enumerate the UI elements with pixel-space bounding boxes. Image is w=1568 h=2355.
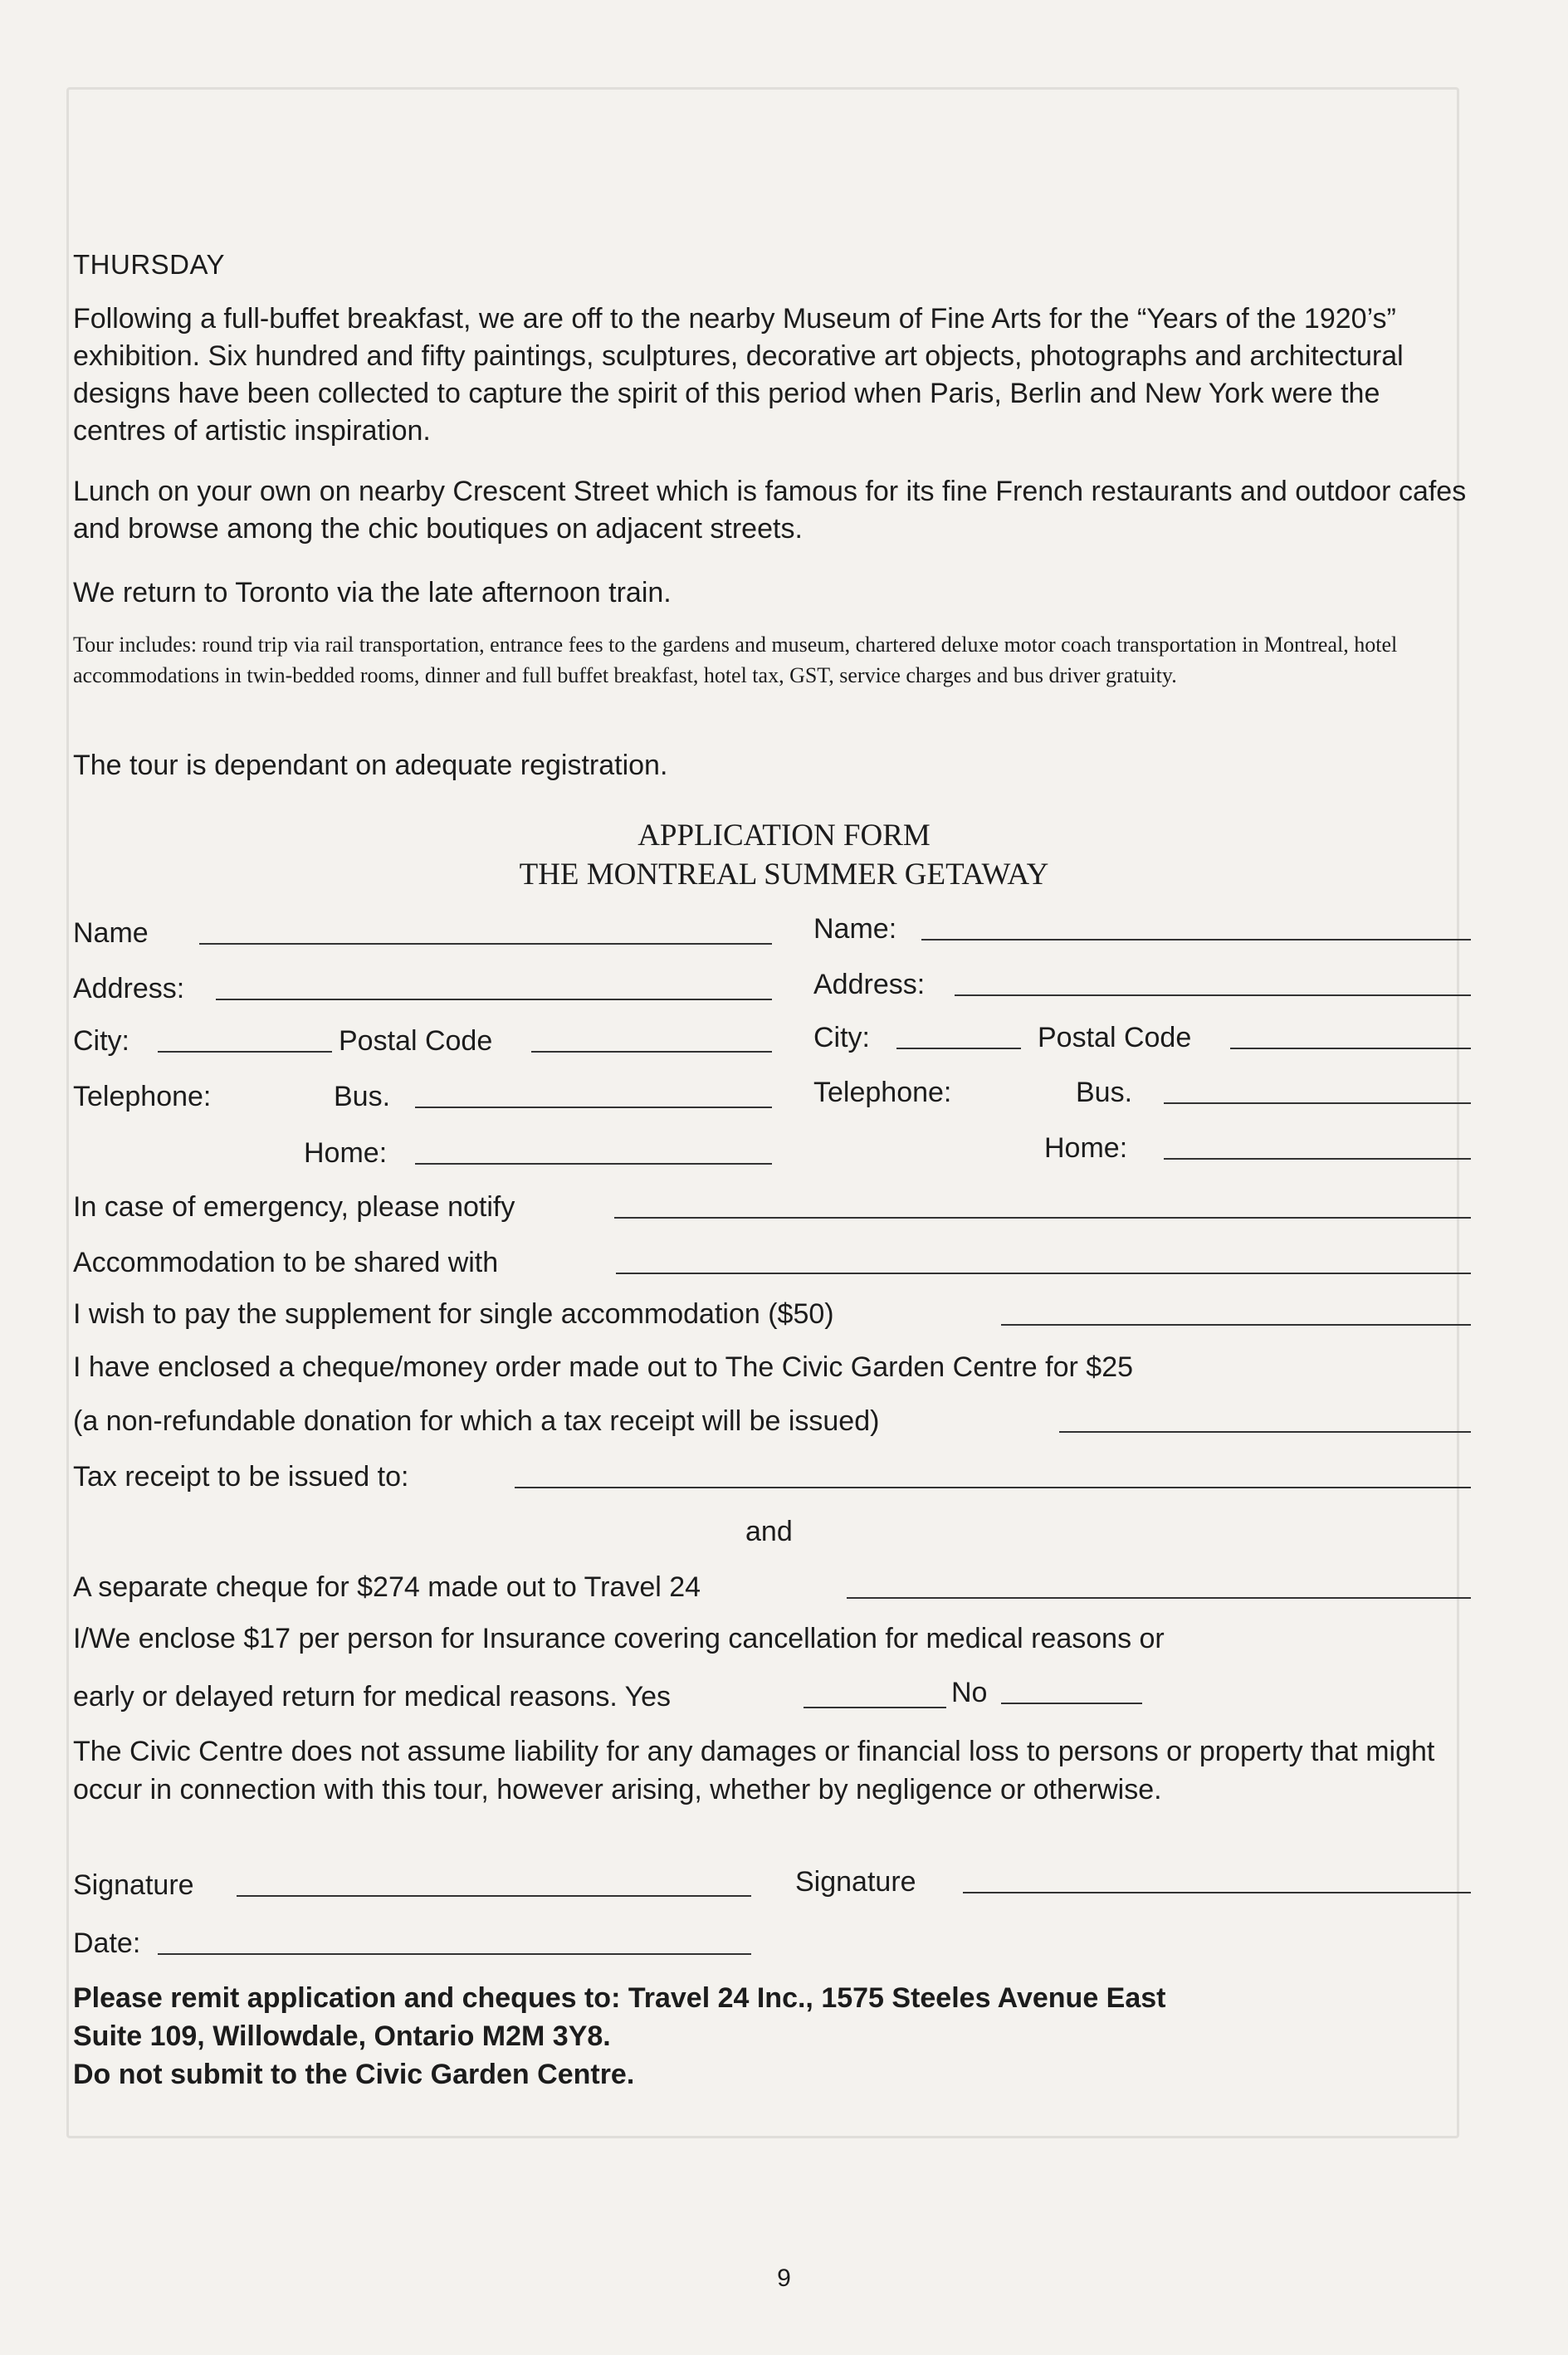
insurance-no-label: No: [951, 1677, 988, 1708]
signature-field-right[interactable]: [963, 1892, 1471, 1893]
itinerary-paragraph-3: We return to Toronto via the late afternoon train.: [73, 577, 672, 608]
and-text: and: [745, 1516, 793, 1547]
city-label-right: City:: [813, 1022, 870, 1053]
date-label: Date:: [73, 1927, 141, 1959]
insurance-text-line1: I/We enclose $17 per person for Insurance covering cancellation for medical reasons or: [73, 1623, 1165, 1654]
bus-phone-field-right[interactable]: [1164, 1102, 1471, 1104]
registration-note: The tour is dependant on adequate registration.: [73, 750, 668, 781]
address-field-right[interactable]: [955, 994, 1471, 996]
remit-line-1: Please remit application and cheques to: Travel 24 Inc., 1575 Steeles Avenue East: [73, 1982, 1166, 2014]
postal-code-label-left: Postal Code: [339, 1025, 493, 1057]
travel24-cheque-label: A separate cheque for $274 made out to Travel 24: [73, 1571, 701, 1603]
single-supplement-field[interactable]: [1001, 1324, 1471, 1326]
signature-field-left[interactable]: [237, 1895, 751, 1897]
itinerary-paragraph-2: Lunch on your own on nearby Crescent Street which is famous for its fine French restaurants and outdoor cafes and browse among the chic boutiques on adjacent streets.: [73, 476, 1467, 545]
non-refundable-note: (a non-refundable donation for which a tax receipt will be issued): [73, 1405, 880, 1437]
form-title: APPLICATION FORM: [637, 818, 931, 853]
emergency-contact-label: In case of emergency, please notify: [73, 1191, 515, 1223]
tax-receipt-label: Tax receipt to be issued to:: [73, 1461, 409, 1493]
name-field-right[interactable]: [921, 939, 1471, 941]
tax-receipt-field[interactable]: [515, 1487, 1471, 1488]
city-field-left[interactable]: [158, 1051, 332, 1053]
telephone-label-right: Telephone:: [813, 1077, 952, 1108]
postal-code-field-left[interactable]: [531, 1051, 772, 1053]
city-field-right[interactable]: [896, 1048, 1021, 1049]
remit-line-2: Suite 109, Willowdale, Ontario M2M 3Y8.: [73, 2020, 611, 2052]
shared-accommodation-field[interactable]: [616, 1273, 1471, 1274]
tour-includes-text: Tour includes: round trip via rail transportation, entrance fees to the gardens and museum, chartered deluxe motor coach transportation in Montreal, hotel accommodations in twin-bedded rooms, dinner and full buffet breakfast, hotel tax, GST, service charges and bus driver gratuity.: [73, 633, 1398, 687]
postal-code-field-right[interactable]: [1230, 1048, 1471, 1049]
non-refundable-field[interactable]: [1059, 1431, 1471, 1433]
bus-phone-field-left[interactable]: [415, 1107, 772, 1108]
home-label-left: Home:: [304, 1137, 388, 1169]
donation-cheque-text: I have enclosed a cheque/money order made out to The Civic Garden Centre for $25: [73, 1351, 1134, 1383]
shared-accommodation-label: Accommodation to be shared with: [73, 1247, 499, 1278]
single-supplement-label: I wish to pay the supplement for single accommodation ($50): [73, 1298, 834, 1330]
telephone-label-left: Telephone:: [73, 1081, 212, 1112]
insurance-no-field[interactable]: [1001, 1703, 1142, 1704]
page-number: 9: [777, 2265, 791, 2292]
postal-code-label-right: Postal Code: [1038, 1022, 1192, 1053]
home-phone-field-right[interactable]: [1164, 1158, 1471, 1160]
remit-line-3: Do not submit to the Civic Garden Centre.: [73, 2059, 635, 2090]
signature-label-right: Signature: [795, 1866, 916, 1898]
address-field-left[interactable]: [216, 999, 772, 1000]
travel24-cheque-field[interactable]: [847, 1597, 1471, 1599]
address-label-right: Address:: [813, 969, 926, 1000]
emergency-contact-field[interactable]: [614, 1217, 1471, 1219]
bus-label-right: Bus.: [1076, 1077, 1133, 1108]
form-subtitle: THE MONTREAL SUMMER GETAWAY: [519, 857, 1049, 892]
insurance-yes-field[interactable]: [804, 1707, 946, 1708]
itinerary-paragraph-1: Following a full-buffet breakfast, we are off to the nearby Museum of Fine Arts for the “Years of the 1920’s” exhibition. Six hundred and fifty paintings, sculptures, decorative art objects, photographs and architectural designs have been collected to capture the spirit of this period when Paris, Berlin and New York were the centres of artistic inspiration.: [73, 303, 1404, 447]
name-label-right: Name:: [813, 913, 897, 945]
name-label-left: Name: [73, 917, 149, 949]
address-label-left: Address:: [73, 973, 185, 1004]
insurance-text-line2: early or delayed return for medical reasons. Yes: [73, 1681, 672, 1713]
liability-disclaimer: The Civic Centre does not assume liability for any damages or financial loss to persons or property that might occur in connection with this tour, however arising, whether by negligence or otherwise.: [73, 1736, 1435, 1805]
bus-label-left: Bus.: [334, 1081, 391, 1112]
section-heading-thursday: THURSDAY: [73, 249, 226, 280]
city-label-left: City:: [73, 1025, 129, 1057]
home-label-right: Home:: [1044, 1132, 1128, 1164]
date-field[interactable]: [158, 1953, 751, 1955]
home-phone-field-left[interactable]: [415, 1163, 772, 1165]
signature-label-left: Signature: [73, 1869, 194, 1901]
name-field-left[interactable]: [199, 943, 772, 945]
